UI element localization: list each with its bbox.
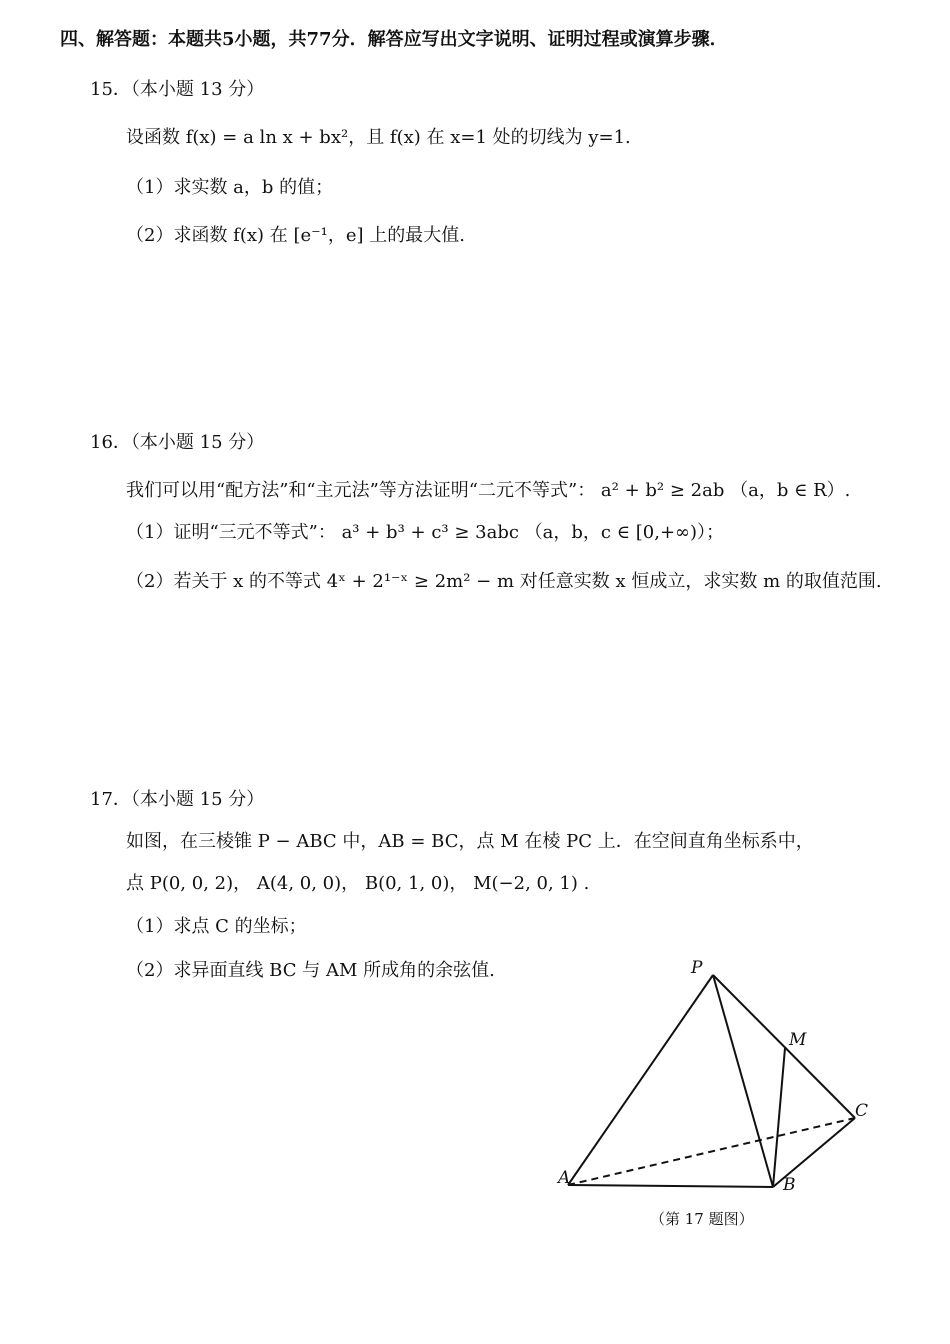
segment-BM xyxy=(773,1048,785,1187)
q17-heading: 17．（本小题 15 分） xyxy=(90,789,265,810)
q17-part2: （2）求异面直线 BC 与 AM 所成角的余弦值. xyxy=(126,960,495,981)
label-C: C xyxy=(855,1101,869,1121)
q17-stem-line2: 点 P(0, 0, 2)， A(4, 0, 0)， B(0, 1, 0)， M(−2, 0, 1) . xyxy=(126,873,590,894)
section-header: 四、解答题：本题共5小题，共77分．解答应写出文字说明、证明过程或演算步骤． xyxy=(60,29,728,50)
label-P: P xyxy=(691,958,703,978)
q16-part1: （1）证明“三元不等式”： a³ + b³ + c³ ≥ 3abc （a，b，c ∈ [0,+∞)）； xyxy=(126,522,725,543)
q15-part1: （1）求实数 a，b 的值； xyxy=(126,177,334,198)
label-M: M xyxy=(789,1030,807,1050)
edge-AC-hidden xyxy=(568,1118,855,1185)
edge-PA xyxy=(568,975,713,1185)
pyramid-figure xyxy=(548,950,888,1195)
edge-PC xyxy=(713,975,855,1118)
edge-PB xyxy=(713,975,773,1187)
figure-caption: （第 17 题图） xyxy=(650,1210,754,1228)
label-B: B xyxy=(783,1175,796,1195)
q16-heading: 16．（本小题 15 分） xyxy=(90,432,265,453)
q15-stem: 设函数 f(x) = a ln x + bx²，且 f(x) 在 x=1 处的切线为 y=1. xyxy=(126,127,631,148)
q16-part2: （2）若关于 x 的不等式 4ˣ + 2¹⁻ˣ ≥ 2m² − m 对任意实数 x 恒成立，求实数 m 的取值范围. xyxy=(126,571,882,592)
q15-heading: 15．（本小题 13 分） xyxy=(90,79,265,100)
q17-part1: （1）求点 C 的坐标； xyxy=(126,916,307,937)
q15-part2: （2）求函数 f(x) 在 [e⁻¹，e] 上的最大值. xyxy=(126,225,465,246)
label-A: A xyxy=(558,1168,571,1188)
q16-stem: 我们可以用“配方法”和“主元法”等方法证明“二元不等式”： a² + b² ≥ 2ab （a，b ∈ R）. xyxy=(126,480,851,501)
edge-AB xyxy=(568,1185,773,1187)
q17-stem-line1: 如图，在三棱锥 P − ABC 中，AB = BC，点 M 在棱 PC 上．在空间直角坐标系中， xyxy=(126,831,814,852)
